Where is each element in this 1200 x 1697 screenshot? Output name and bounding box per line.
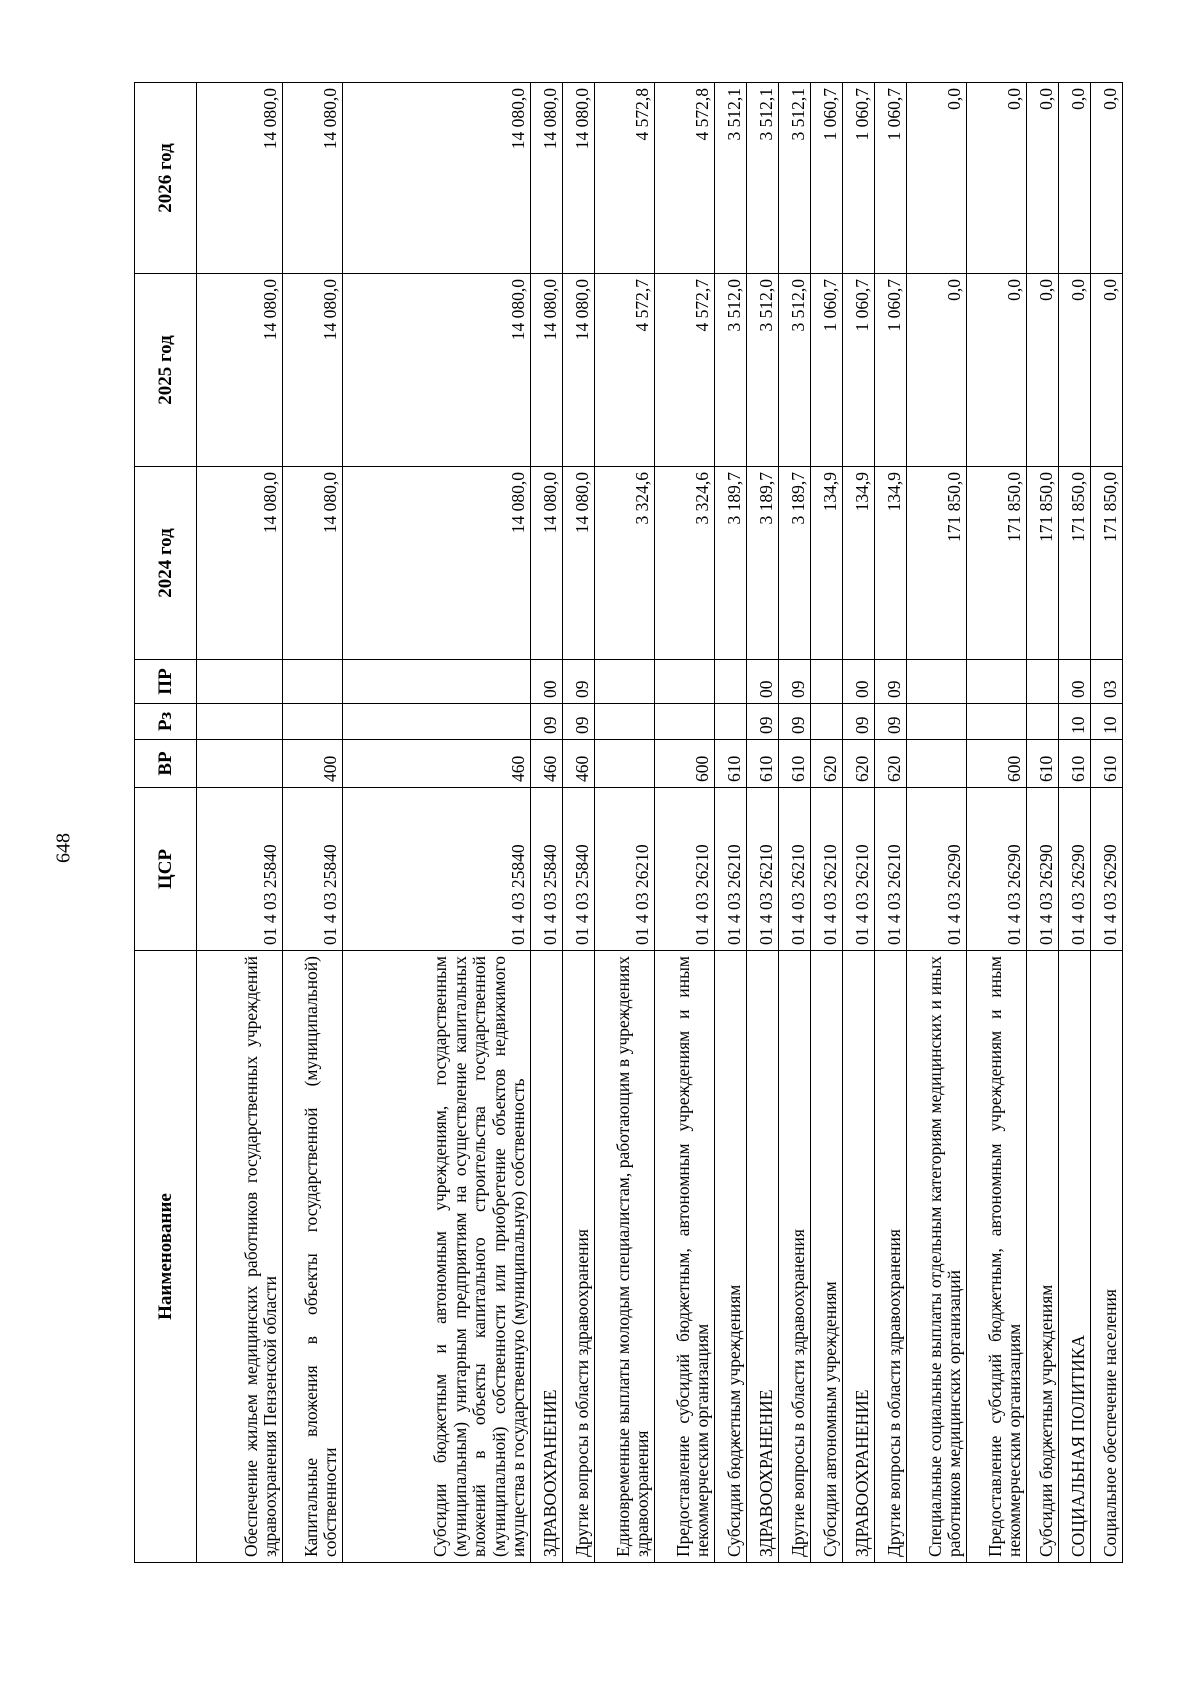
row-vr: 620 <box>875 740 907 788</box>
row-rz: 10 <box>1059 704 1091 740</box>
row-value-2024: 3 189,7 <box>715 467 747 660</box>
row-pr: 09 <box>875 660 907 704</box>
row-value-2025: 14 080,0 <box>283 274 343 467</box>
row-value-2024: 14 080,0 <box>197 467 283 660</box>
header-2024: 2024 год <box>135 467 197 660</box>
row-rz <box>595 704 655 740</box>
row-value-2024: 134,9 <box>811 467 843 660</box>
row-value-2026: 1 060,7 <box>875 83 907 274</box>
row-value-2026: 0,0 <box>907 83 967 274</box>
header-name: Наименование <box>135 951 197 1563</box>
row-vr: 610 <box>779 740 811 788</box>
row-pr <box>715 660 747 704</box>
row-rz: 09 <box>875 704 907 740</box>
row-value-2025: 1 060,7 <box>875 274 907 467</box>
row-pr <box>1027 660 1059 704</box>
row-value-2026: 14 080,0 <box>197 83 283 274</box>
row-name: Субсидии бюджетным и автономным учреждениям, государственным (муниципальным) унитарным предприятиям на осуществление капитальных вложений в объекты капитального строительства государственной (муниципальной) собственности или приобретение объектов недвижимого имущества в государственную (муниципальную) собственность <box>343 951 531 1563</box>
row-pr <box>967 660 1027 704</box>
row-value-2026: 14 080,0 <box>531 83 563 274</box>
table-row <box>779 83 811 1563</box>
row-value-2026: 4 572,8 <box>595 83 655 274</box>
row-value-2026: 14 080,0 <box>283 83 343 274</box>
table-row <box>1027 83 1059 1563</box>
row-name: Специальные социальные выплаты отдельным категориям медицинских и иных работников медицинских организаций <box>907 951 967 1563</box>
row-rz <box>907 704 967 740</box>
row-pr <box>907 660 967 704</box>
row-value-2024: 3 189,7 <box>747 467 779 660</box>
row-vr: 610 <box>1027 740 1059 788</box>
row-value-2024: 171 850,0 <box>1091 467 1123 660</box>
table-row <box>1059 83 1091 1563</box>
table-row <box>197 83 283 1563</box>
row-name: Единовременные выплаты молодым специалистам, работающим в учреждениях здравоохранения <box>595 951 655 1563</box>
row-value-2025: 0,0 <box>967 274 1027 467</box>
row-rz: 09 <box>531 704 563 740</box>
row-value-2025: 1 060,7 <box>811 274 843 467</box>
row-value-2024: 3 324,6 <box>655 467 715 660</box>
row-csr: 01 4 03 26210 <box>655 788 715 951</box>
row-name: Другие вопросы в области здравоохранения <box>779 951 811 1563</box>
row-csr: 01 4 03 25840 <box>531 788 563 951</box>
row-csr: 01 4 03 26210 <box>779 788 811 951</box>
row-pr <box>595 660 655 704</box>
row-value-2025: 14 080,0 <box>197 274 283 467</box>
row-vr: 600 <box>655 740 715 788</box>
row-rz <box>655 704 715 740</box>
row-name: Предоставление субсидий бюджетным, автономным учреждениям и иным некоммерческим организациям <box>655 951 715 1563</box>
row-vr: 460 <box>563 740 595 788</box>
table-row <box>843 83 875 1563</box>
row-name: Другие вопросы в области здравоохранения <box>563 951 595 1563</box>
row-vr: 620 <box>811 740 843 788</box>
row-csr: 01 4 03 25840 <box>343 788 531 951</box>
row-value-2026: 3 512,1 <box>779 83 811 274</box>
table-row <box>1091 83 1123 1563</box>
row-value-2026: 3 512,1 <box>747 83 779 274</box>
row-pr: 09 <box>563 660 595 704</box>
row-rz <box>967 704 1027 740</box>
header-csr: ЦСР <box>135 788 197 951</box>
row-vr: 610 <box>1059 740 1091 788</box>
row-csr: 01 4 03 26290 <box>1059 788 1091 951</box>
row-value-2024: 14 080,0 <box>343 467 531 660</box>
table-row <box>967 83 1027 1563</box>
row-value-2025: 14 080,0 <box>563 274 595 467</box>
row-value-2025: 0,0 <box>1091 274 1123 467</box>
row-vr: 600 <box>967 740 1027 788</box>
row-value-2024: 171 850,0 <box>967 467 1027 660</box>
row-name: Субсидии бюджетным учреждениям <box>1027 951 1059 1563</box>
row-pr: 00 <box>531 660 563 704</box>
row-name: Субсидии автономным учреждениям <box>811 951 843 1563</box>
row-csr: 01 4 03 26210 <box>811 788 843 951</box>
row-value-2024: 14 080,0 <box>283 467 343 660</box>
row-value-2026: 14 080,0 <box>343 83 531 274</box>
row-vr <box>197 740 283 788</box>
table-row <box>715 83 747 1563</box>
table-row <box>563 83 595 1563</box>
row-csr: 01 4 03 26290 <box>907 788 967 951</box>
row-csr: 01 4 03 26290 <box>1027 788 1059 951</box>
row-vr: 620 <box>843 740 875 788</box>
row-value-2025: 3 512,0 <box>779 274 811 467</box>
row-vr: 610 <box>1091 740 1123 788</box>
row-vr: 610 <box>747 740 779 788</box>
row-value-2024: 3 189,7 <box>779 467 811 660</box>
row-pr: 00 <box>843 660 875 704</box>
row-pr <box>811 660 843 704</box>
row-csr: 01 4 03 26210 <box>747 788 779 951</box>
row-csr: 01 4 03 26290 <box>1091 788 1123 951</box>
row-value-2025: 14 080,0 <box>531 274 563 467</box>
table-row <box>811 83 843 1563</box>
row-csr: 01 4 03 26210 <box>595 788 655 951</box>
row-rz: 09 <box>779 704 811 740</box>
row-value-2026: 14 080,0 <box>563 83 595 274</box>
row-name: Предоставление субсидий бюджетным, автономным учреждениям и иным некоммерческим организациям <box>967 951 1027 1563</box>
row-value-2025: 4 572,7 <box>655 274 715 467</box>
table-row <box>655 83 715 1563</box>
row-name: Капитальные вложения в объекты государственной (муниципальной) собственности <box>283 951 343 1563</box>
rotated-table-container <box>134 83 1121 1563</box>
row-vr <box>595 740 655 788</box>
row-csr: 01 4 03 25840 <box>283 788 343 951</box>
table-body <box>197 83 1123 1563</box>
row-value-2026: 1 060,7 <box>811 83 843 274</box>
row-rz <box>343 704 531 740</box>
row-name: ЗДРАВООХРАНЕНИЕ <box>843 951 875 1563</box>
table-row <box>907 83 967 1563</box>
table-row <box>747 83 779 1563</box>
row-csr: 01 4 03 26210 <box>715 788 747 951</box>
row-value-2026: 0,0 <box>1027 83 1059 274</box>
row-pr: 00 <box>747 660 779 704</box>
row-value-2026: 0,0 <box>967 83 1027 274</box>
row-rz: 10 <box>1091 704 1123 740</box>
table-row <box>343 83 531 1563</box>
row-name: ЗДРАВООХРАНЕНИЕ <box>747 951 779 1563</box>
row-value-2026: 4 572,8 <box>655 83 715 274</box>
row-value-2025: 0,0 <box>1027 274 1059 467</box>
budget-table <box>134 82 1123 1563</box>
header-rz: Рз <box>135 704 197 740</box>
table-row <box>531 83 563 1563</box>
row-value-2025: 3 512,0 <box>715 274 747 467</box>
row-csr: 01 4 03 26290 <box>967 788 1027 951</box>
row-vr: 460 <box>343 740 531 788</box>
row-name: ЗДРАВООХРАНЕНИЕ <box>531 951 563 1563</box>
row-pr <box>283 660 343 704</box>
table-row <box>875 83 907 1563</box>
table-row <box>595 83 655 1563</box>
row-pr: 09 <box>779 660 811 704</box>
row-rz <box>197 704 283 740</box>
row-name: Субсидии бюджетным учреждениям <box>715 951 747 1563</box>
row-pr: 00 <box>1059 660 1091 704</box>
row-csr: 01 4 03 25840 <box>197 788 283 951</box>
row-name: СОЦИАЛЬНАЯ ПОЛИТИКА <box>1059 951 1091 1563</box>
row-value-2025: 14 080,0 <box>343 274 531 467</box>
row-rz <box>715 704 747 740</box>
row-rz: 09 <box>843 704 875 740</box>
row-value-2024: 171 850,0 <box>907 467 967 660</box>
page-number: 648 <box>52 833 75 863</box>
row-vr <box>907 740 967 788</box>
row-value-2024: 134,9 <box>843 467 875 660</box>
row-value-2026: 0,0 <box>1059 83 1091 274</box>
row-value-2024: 171 850,0 <box>1059 467 1091 660</box>
header-2026: 2026 год <box>135 83 197 274</box>
row-rz: 09 <box>747 704 779 740</box>
row-name: Другие вопросы в области здравоохранения <box>875 951 907 1563</box>
row-value-2026: 1 060,7 <box>843 83 875 274</box>
row-pr <box>197 660 283 704</box>
row-csr: 01 4 03 26210 <box>875 788 907 951</box>
row-value-2024: 14 080,0 <box>531 467 563 660</box>
row-name: Социальное обеспечение населения <box>1091 951 1123 1563</box>
row-pr <box>343 660 531 704</box>
header-vr: ВР <box>135 740 197 788</box>
row-rz <box>811 704 843 740</box>
row-value-2024: 171 850,0 <box>1027 467 1059 660</box>
row-value-2026: 3 512,1 <box>715 83 747 274</box>
row-vr: 460 <box>531 740 563 788</box>
row-value-2025: 1 060,7 <box>843 274 875 467</box>
row-value-2025: 4 572,7 <box>595 274 655 467</box>
row-value-2024: 14 080,0 <box>563 467 595 660</box>
row-rz <box>283 704 343 740</box>
row-value-2025: 3 512,0 <box>747 274 779 467</box>
row-value-2024: 134,9 <box>875 467 907 660</box>
header-2025: 2025 год <box>135 274 197 467</box>
table-row <box>283 83 343 1563</box>
row-vr: 610 <box>715 740 747 788</box>
row-value-2025: 0,0 <box>1059 274 1091 467</box>
row-csr: 01 4 03 26210 <box>843 788 875 951</box>
row-value-2025: 0,0 <box>907 274 967 467</box>
header-row <box>135 83 197 1563</box>
row-pr: 03 <box>1091 660 1123 704</box>
row-csr: 01 4 03 25840 <box>563 788 595 951</box>
row-name: Обеспечение жильем медицинских работников государственных учреждений здравоохранения Пензенской области <box>197 951 283 1563</box>
row-rz <box>1027 704 1059 740</box>
row-vr: 400 <box>283 740 343 788</box>
row-rz: 09 <box>563 704 595 740</box>
row-value-2026: 0,0 <box>1091 83 1123 274</box>
row-pr <box>655 660 715 704</box>
row-value-2024: 3 324,6 <box>595 467 655 660</box>
header-pr: ПР <box>135 660 197 704</box>
